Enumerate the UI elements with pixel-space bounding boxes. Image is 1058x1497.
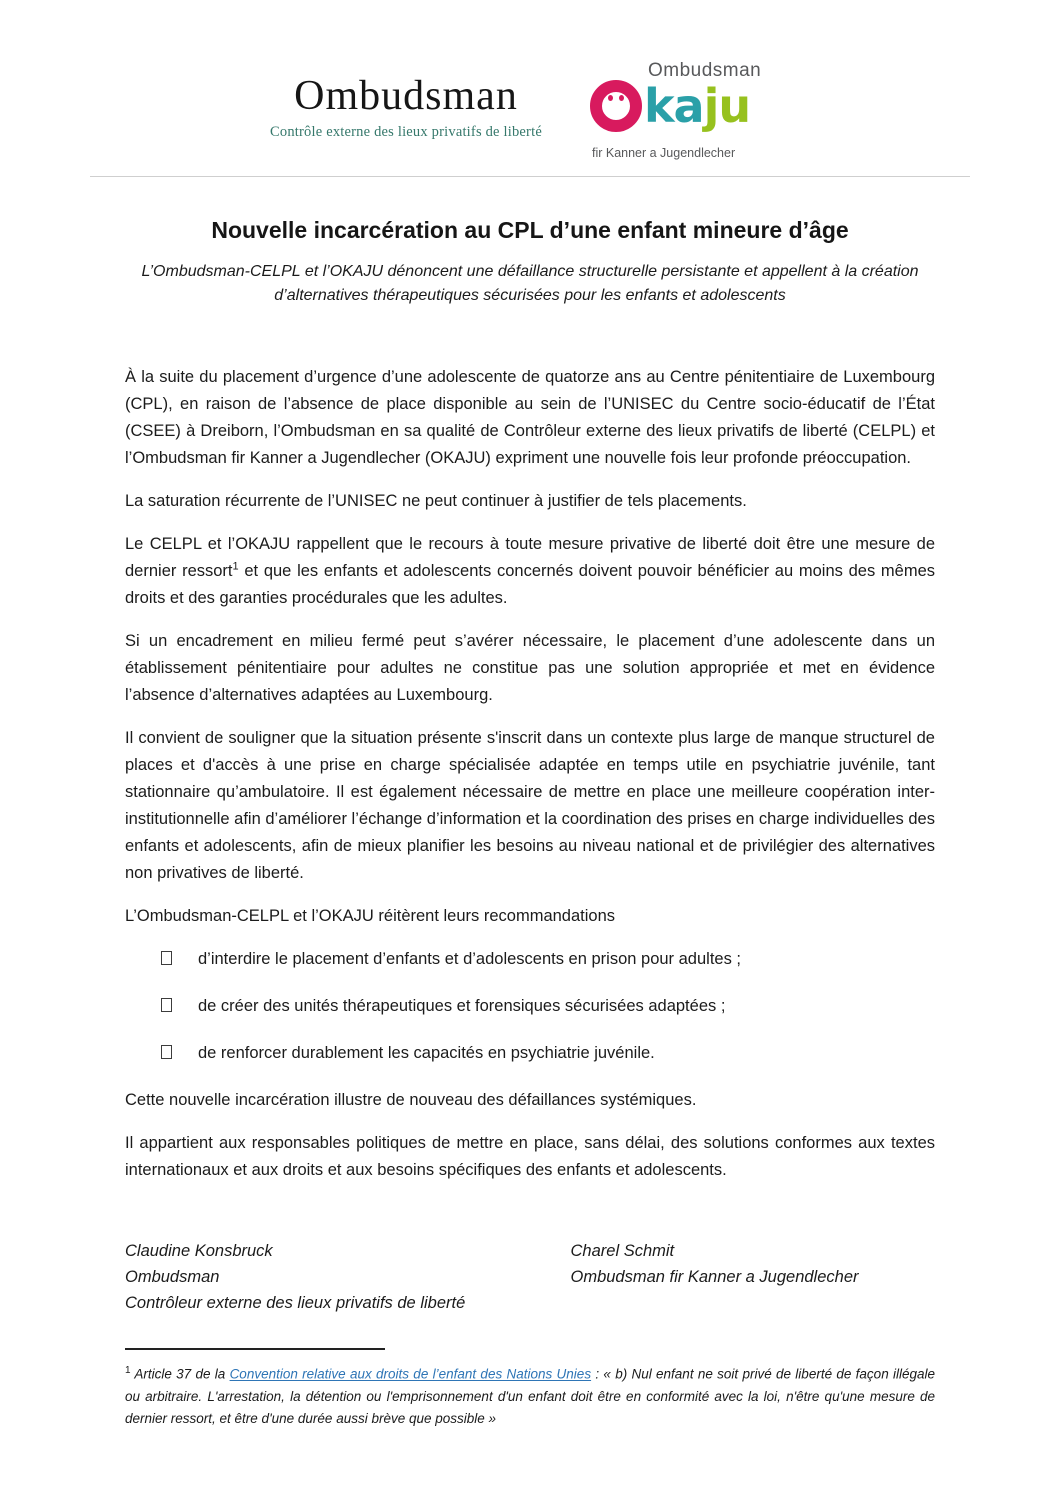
header (125, 58, 935, 166)
paragraph-conclusion-1: Cette nouvelle incarcération illustre de nouveau des défaillances systémiques. (125, 1091, 697, 1109)
paragraph-conclusion-2: Il appartient aux responsables politiques de mettre en place, sans délai, des solutions conformes aux textes internationaux et aux droits et aux besoins spécifiques des enfants et adolescents. (125, 1134, 935, 1179)
footnote-divider (125, 1348, 385, 1350)
signature-role: Ombudsman (125, 1268, 220, 1286)
celpl-logo-tagline: Contrôle externe des lieux privatifs de liberté (270, 124, 542, 141)
signature-role: Contrôleur externe des lieux privatifs de liberté (125, 1294, 466, 1312)
paragraph-encadrement: Si un encadrement en milieu fermé peut s’avérer nécessaire, le placement d’une adolescente dans un établissement pénitentiaire pour adultes ne constitue pas une solution appropriée et met en évidence l’absence d’alternatives adaptées au Luxembourg. (125, 632, 935, 704)
celpl-logo (270, 58, 542, 141)
paragraph-dernier-ressort-suite: et que les enfants et adolescents concernés doivent pouvoir bénéficier au moins des mêmes droits et des garanties procédurales que les adultes. (125, 562, 936, 607)
footnote-marker: 1 (125, 1365, 131, 1376)
recommendation-text: de créer des unités thérapeutiques et forensiques sécurisées adaptées ; (198, 997, 726, 1015)
footnote-text-before-link: Article 37 de la (130, 1366, 230, 1382)
header-divider (90, 176, 970, 177)
convention-link[interactable]: Convention relative aux droits de l’enfant des Nations Unies (229, 1366, 592, 1382)
recommendation-text: d’interdire le placement d’enfants et d’adolescents en prison pour adultes ; (198, 950, 742, 968)
paragraph-intro: À la suite du placement d’urgence d’une adolescente de quatorze ans au Centre pénitentiaire de Luxembourg (CPL), en raison de l’absence de place disponible au sein de l’UNISEC du Centre socio-éducatif de l’État (CSEE) à Dreiborn, l’Ombudsman en sa qualité de Contrôleur externe des lieux privatifs de liberté (CELPL) et l’Ombudsman fir Kanner a Jugendlecher (OKAJU) expriment une nouvelle fois leur profonde préoccupation. (125, 368, 935, 467)
recommendation-text: de renforcer durablement les capacités en psychiatrie juvénile. (198, 1044, 655, 1062)
body-text (125, 364, 935, 1184)
okaju-logo (590, 58, 790, 166)
list-item (161, 946, 935, 973)
footnote-area (125, 1348, 935, 1430)
list-item (161, 993, 935, 1020)
empty-box-bullet-icon (161, 1045, 172, 1059)
footnote (125, 1360, 935, 1430)
okaju-eye-left-icon (608, 95, 613, 101)
okaju-tagline: fir Kanner a Jugendlecher (591, 146, 736, 160)
signature-name: Charel Schmit (570, 1242, 675, 1260)
okaju-letters (590, 80, 750, 132)
okaju-eye-right-icon (619, 95, 624, 101)
list-item (161, 1040, 935, 1067)
subtitle: L’Ombudsman-CELPL et l’OKAJU dénoncent une défaillance structurelle persistante et appellent à la création d’alternatives thérapeutiques sécurisées pour les enfants et adolescents (141, 263, 919, 304)
signature-block (125, 1238, 935, 1316)
okaju-wordmark-top: Ombudsman (647, 60, 762, 81)
signature-role: Ombudsman fir Kanner a Jugendlecher (570, 1268, 859, 1286)
okaju-letters-ka: ka (643, 79, 704, 133)
footnote-reference[interactable]: 1 (232, 560, 239, 573)
empty-box-bullet-icon (161, 998, 172, 1012)
footnote-text-after-link: : « b) Nul enfant ne soit privé de liberté de façon illégale ou arbitraire. L'arrestation, la détention ou l'emprisonnement d'un enfant doit être en conformité avec la loi, n'être qu'une mesure de dernier ressort, et être d'une durée aussi brève que possible » (125, 1366, 936, 1426)
empty-box-bullet-icon (161, 951, 172, 965)
okaju-letters-ju: ju (703, 79, 751, 133)
okaju-o-face-icon (590, 80, 642, 132)
signature-name: Claudine Konsbruck (125, 1242, 273, 1260)
page-title: Nouvelle incarcération au CPL d’une enfant mineure d’âge (211, 217, 849, 243)
signature-right (571, 1238, 936, 1316)
recommendations-intro: L’Ombudsman-CELPL et l’OKAJU réitèrent leurs recommandations (125, 907, 616, 925)
paragraph-saturation: La saturation récurrente de l’UNISEC ne peut continuer à justifier de tels placements. (125, 492, 747, 510)
paragraph-contexte: Il convient de souligner que la situation présente s'inscrit dans un contexte plus large de manque structurel de places et d'accès à une prise en charge spécialisée adaptée en temps utile en psychiatrie juvénile, tant stationnaire qu’ambulatoire. Il est également nécessaire de mettre en place une meilleure coopération inter-institutionnelle afin d’améliorer l’échange d’information et la coordination des prises en charge individuelles des enfants et adolescents, afin de mieux planifier les besoins au niveau national et de privilégier des alternatives non privatives de liberté. (125, 729, 935, 882)
paragraph-dernier-ressort (125, 531, 935, 612)
recommendations-list (125, 946, 935, 1067)
paragraph-dernier-ressort-text: Le CELPL et l’OKAJU rappellent que le recours à toute mesure privative de liberté doit être une mesure de dernier ressort (125, 535, 935, 580)
celpl-logo-wordmark: Ombudsman (294, 73, 518, 119)
signature-left (125, 1238, 571, 1316)
